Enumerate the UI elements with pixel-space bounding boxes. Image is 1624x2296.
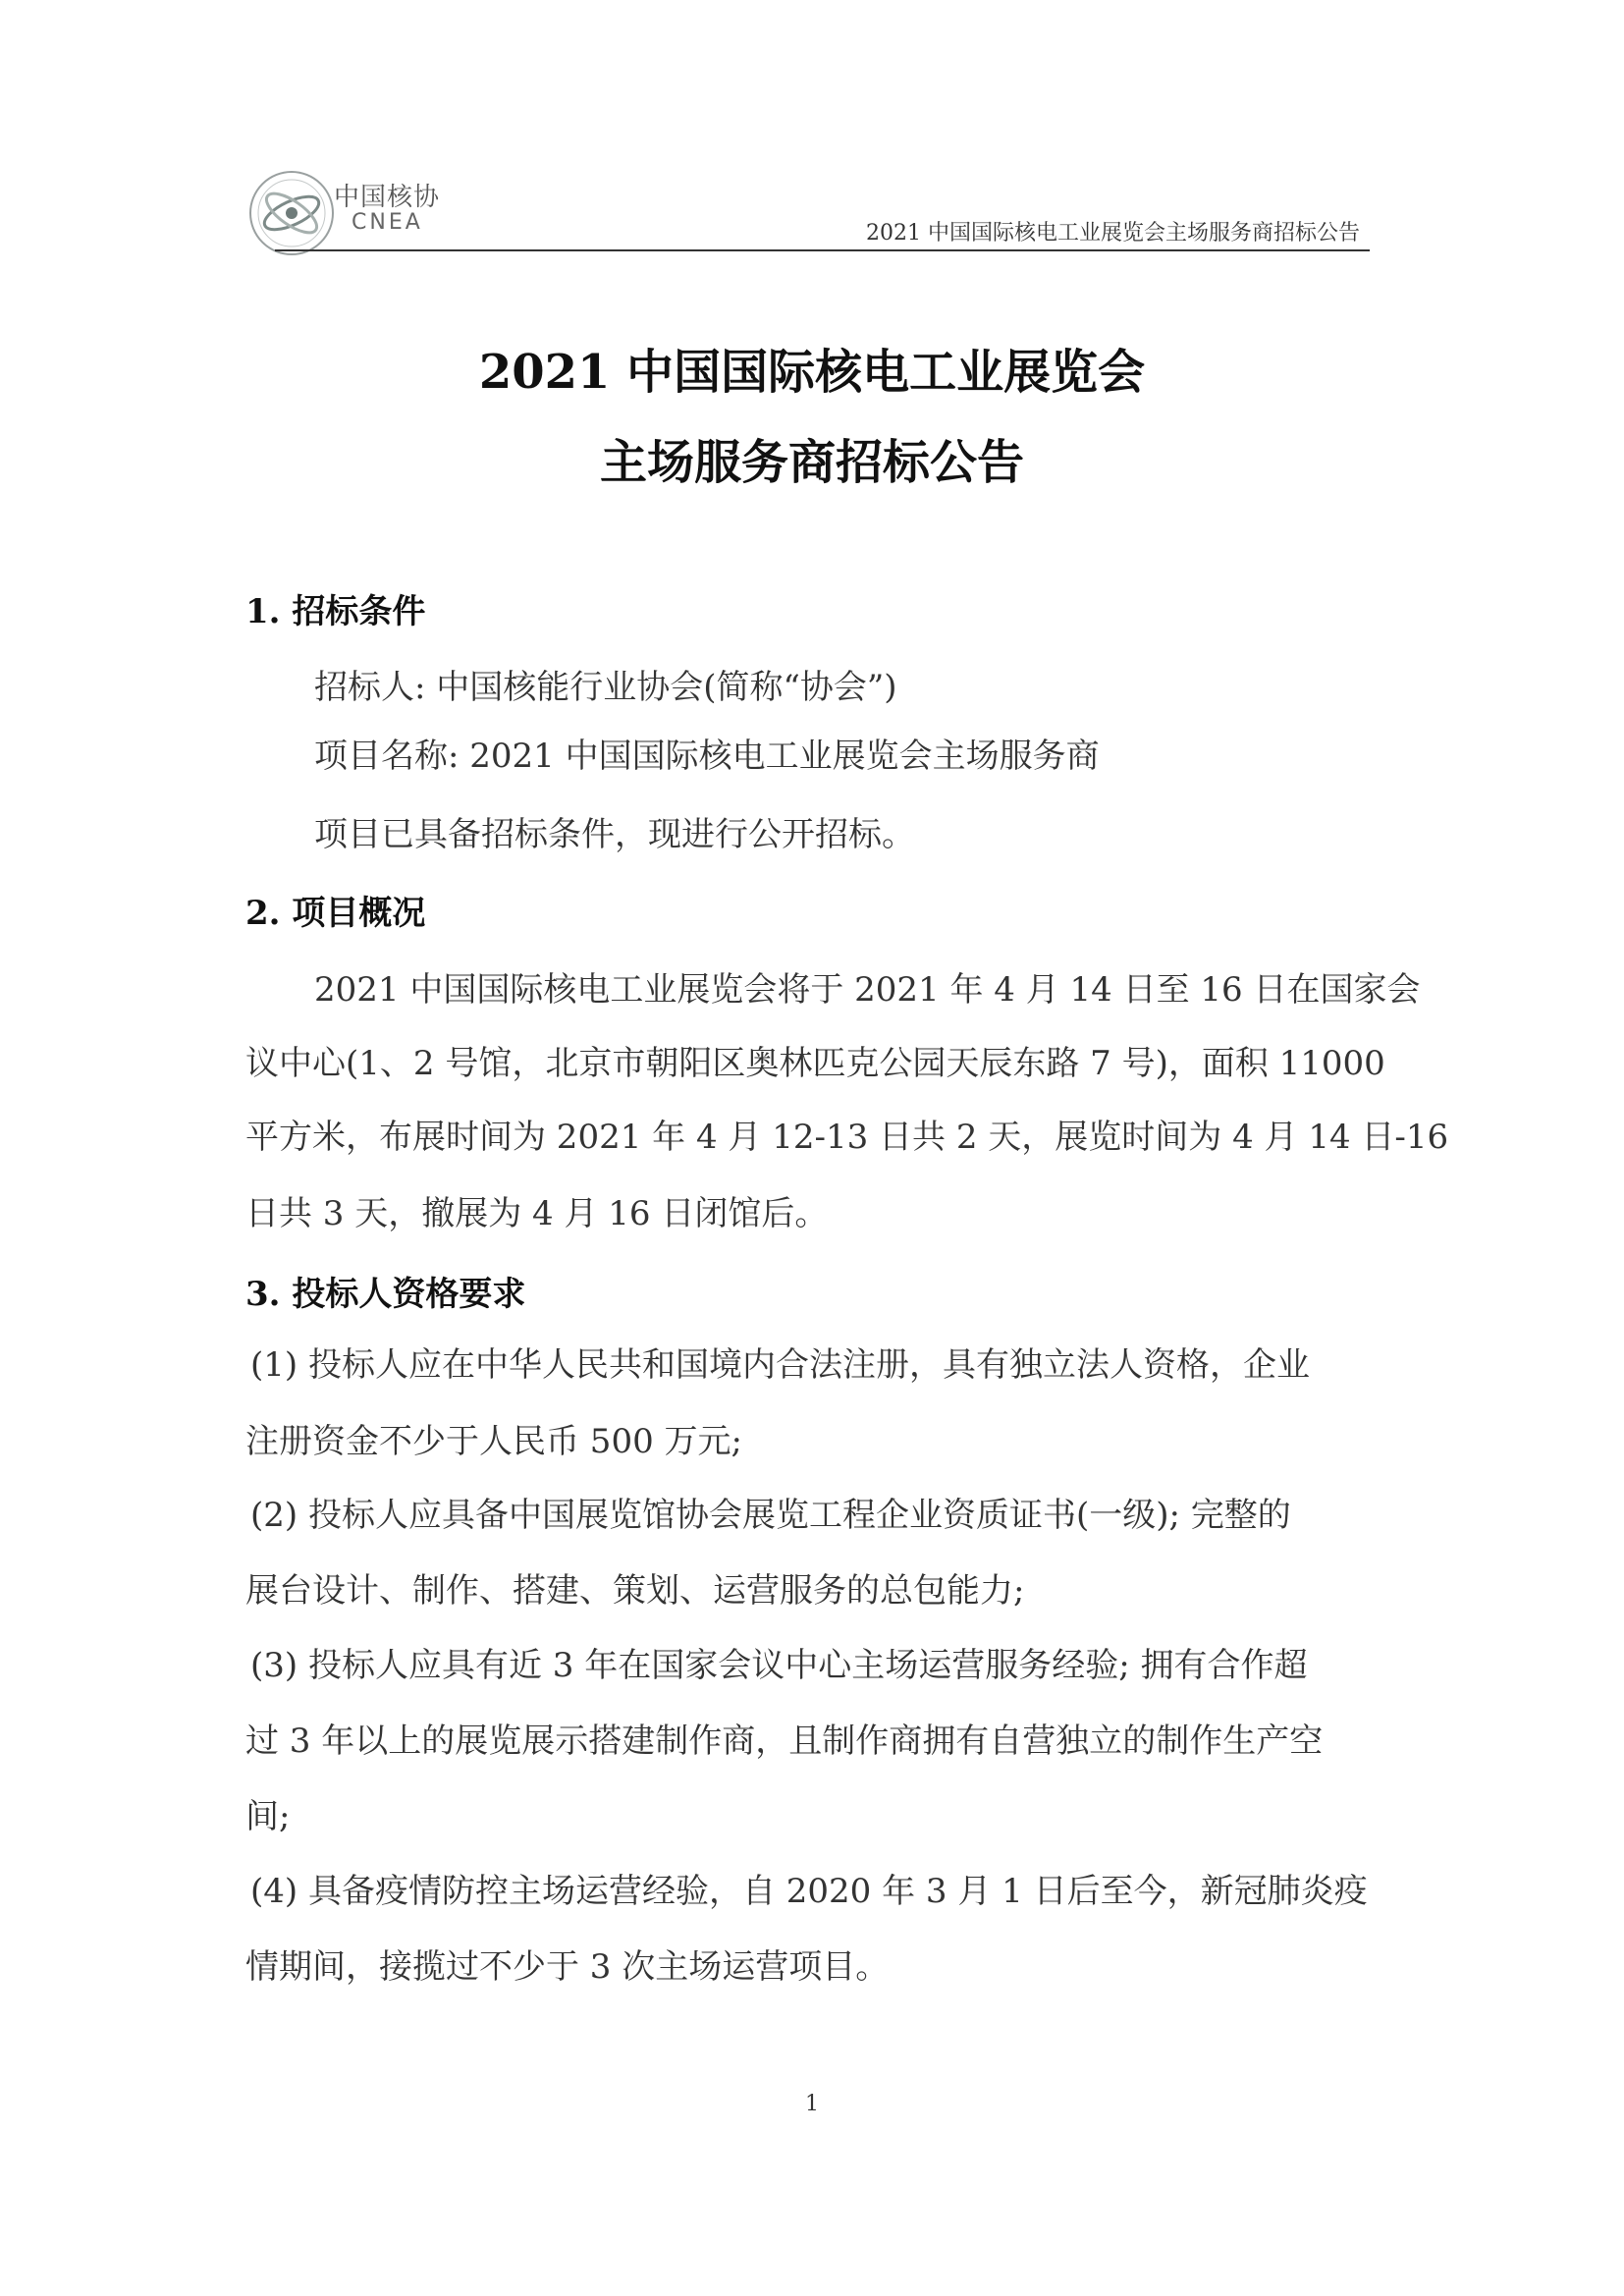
section-3-heading: 3. 投标人资格要求 <box>245 1275 526 1314</box>
running-title: 2021 中国国际核电工业展览会主场服务商招标公告 <box>866 221 1360 246</box>
cnea-logo-icon <box>245 167 339 260</box>
section-3-line: (2) 投标人应具备中国展览馆协会展览工程企业资质证书(一级); 完整的 <box>250 1496 1291 1535</box>
section-1-heading: 1. 招标条件 <box>245 592 426 631</box>
section-1-line: 项目名称: 2021 中国国际核电工业展览会主场服务商 <box>314 737 1100 776</box>
section-2-line: 2021 中国国际核电工业展览会将于 2021 年 4 月 14 日至 16 日在国家会 <box>314 970 1421 1010</box>
section-2-line: 平方米，布展时间为 2021 年 4 月 12-13 日共 2 天，展览时间为 4 月 14 日-16 <box>245 1118 1449 1157</box>
section-2-line: 日共 3 天，撤展为 4 月 16 日闭馆后。 <box>245 1194 829 1233</box>
section-3-line: (3) 投标人应具有近 3 年在国家会议中心主场运营服务经验; 拥有合作超 <box>250 1646 1308 1685</box>
section-2-line: 议中心(1、2 号馆，北京市朝阳区奥林匹克公园天辰东路 7 号)，面积 11000 <box>245 1044 1385 1083</box>
section-1-line: 项目已具备招标条件，现进行公开招标。 <box>314 815 915 854</box>
section-3-line: 展台设计、制作、搭建、策划、运营服务的总包能力; <box>245 1571 1025 1611</box>
header-divider <box>275 249 1370 251</box>
page-header <box>245 167 1370 265</box>
page-number: 1 <box>805 2092 819 2116</box>
section-3-line: (1) 投标人应在中华人民共和国境内合法注册，具有独立法人资格，企业 <box>250 1345 1310 1385</box>
section-3-line: 注册资金不少于人民币 500 万元; <box>245 1422 742 1461</box>
section-3-line: 情期间，接揽过不少于 3 次主场运营项目。 <box>245 1947 890 1987</box>
section-3-line: 间; <box>245 1797 291 1836</box>
section-3-line: (4) 具备疫情防控主场运营经验，自 2020 年 3 月 1 日后至今，新冠肺炎疫 <box>250 1872 1368 1911</box>
section-1-line: 招标人: 中国核能行业协会(简称“协会”) <box>314 668 897 707</box>
section-2-heading: 2. 项目概况 <box>245 894 426 933</box>
logo-english-name: CNEA <box>352 210 423 235</box>
section-3-line: 过 3 年以上的展览展示搭建制作商，且制作商拥有自营独立的制作生产空 <box>245 1722 1324 1761</box>
document-title-line-1: 2021 中国国际核电工业展览会 <box>478 345 1146 400</box>
logo-chinese-name: 中国核协 <box>334 183 441 212</box>
document-title-line-2: 主场服务商招标公告 <box>599 435 1024 490</box>
